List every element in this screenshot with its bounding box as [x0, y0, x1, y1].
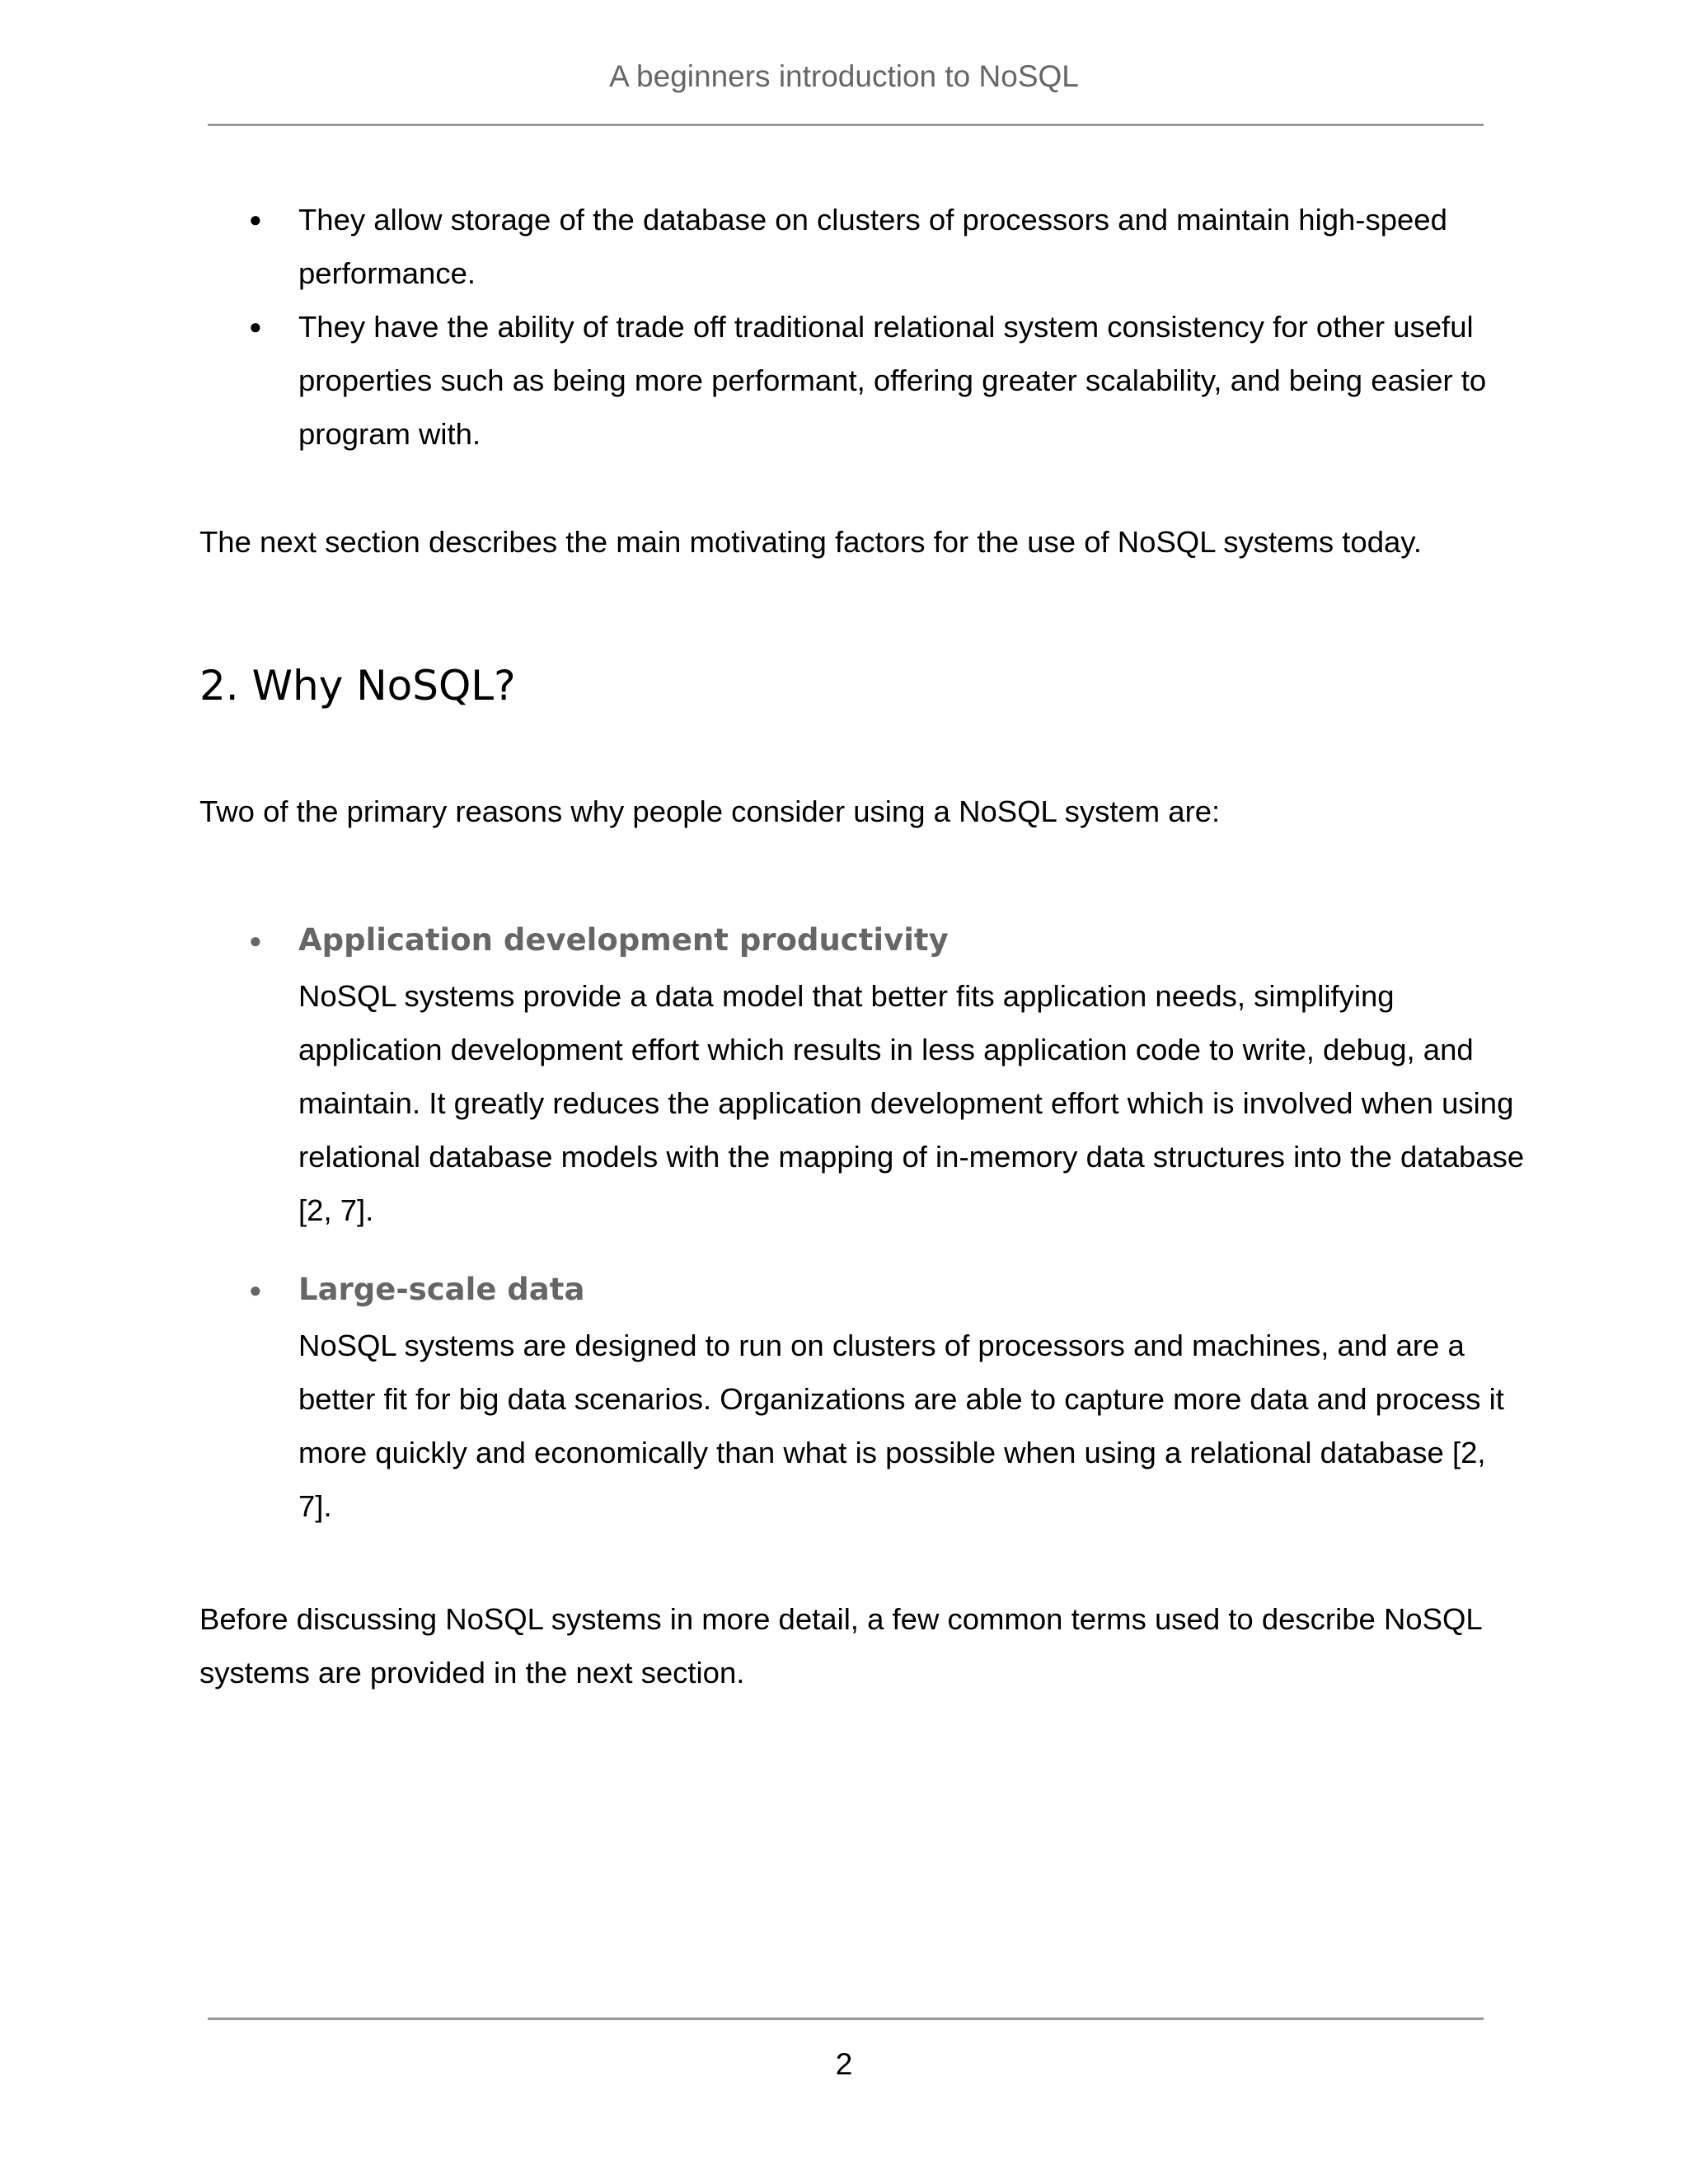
intro-bullet-list — [199, 193, 1526, 461]
reason-text: NoSQL systems are designed to run on clusters of processors and machines, and are a better fit for big data scenarios. Organizations are able to capture more data and process it more quickly and economically than what is possible when using a relational database [2, 7]. — [298, 1329, 1504, 1523]
reason-title: Application development productivity — [298, 922, 949, 958]
closing-paragraph: Before discussing NoSQL systems in more detail, a few common terms used to describe NoSQL systems are provided in the next section. — [199, 1602, 1482, 1690]
bullet-icon: ● — [249, 1277, 262, 1302]
page-number: 2 — [835, 2047, 853, 2081]
list-item-text: They allow storage of the database on clusters of processors and maintain high-speed performance. — [298, 203, 1447, 290]
section-title: 2. Why NoSQL? — [199, 662, 516, 710]
list-item — [199, 1261, 1526, 1533]
section-lead-paragraph: Two of the primary reasons why people consider using a NoSQL system are: — [199, 794, 1221, 828]
reason-list-item-productivity — [199, 912, 1526, 1237]
header-divider — [208, 124, 1484, 126]
list-item — [199, 193, 1526, 300]
list-item — [199, 912, 1526, 1237]
reason-title: Large-scale data — [298, 1272, 585, 1307]
list-item — [199, 300, 1526, 461]
footer-divider — [208, 2018, 1484, 2020]
bullet-icon: ● — [249, 314, 262, 339]
list-item-text: They have the ability of trade off traditional relational system consistency for other useful properties such as being more performant, offering greater scalability, and being easier to program with. — [298, 310, 1487, 451]
reason-text: NoSQL systems provide a data model that better fits application needs, simplifying application development effort which results in less application code to write, debug, and maintain. It greatly reduces the application development effort which is involved when using relational database models with the mapping of in-memory data structures into the database [2, 7]. — [298, 979, 1525, 1227]
bullet-icon: ● — [249, 928, 262, 953]
running-header: A beginners introduction to NoSQL — [609, 59, 1079, 93]
bullet-icon: ● — [249, 207, 262, 232]
reason-list-item-large-scale — [199, 1261, 1526, 1533]
next-section-paragraph: The next section describes the main motivating factors for the use of NoSQL systems today. — [199, 525, 1422, 559]
